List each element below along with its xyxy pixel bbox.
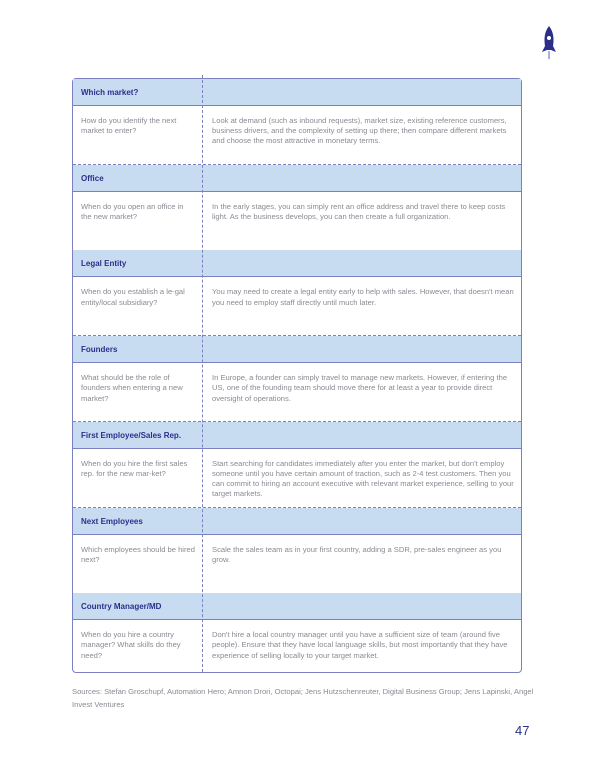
table-section xyxy=(73,336,521,422)
market-entry-table xyxy=(72,78,522,673)
section-header xyxy=(73,336,521,363)
section-header xyxy=(73,422,521,449)
section-title: Office xyxy=(81,173,104,183)
answer: Scale the sales team as in your first country, adding a SDR, pre-sales engineer as you grow. xyxy=(212,544,502,564)
sources-note: Sources: Stefan Groschupf, Automation Hero; Amnon Drori, Octopai; Jens Hutzschenreuter, Digital Business Group; Jens Lapinski, Angel Invest Ventures xyxy=(72,687,534,709)
section-header xyxy=(73,250,521,277)
rocket-icon xyxy=(540,26,558,60)
question: How do you identify the next market to enter? xyxy=(81,116,177,136)
column-divider xyxy=(202,75,203,672)
table-section xyxy=(73,250,521,336)
answer: Don't hire a local country manager until you have a sufficient size of team (around five people). Ensure that they have local language skills, but most importantly that they have experience of selling locally to your target market. xyxy=(212,630,508,660)
question: When do you open an office in the new market? xyxy=(81,201,184,221)
section-title: Founders xyxy=(81,345,118,355)
section-title: Legal Entity xyxy=(81,259,127,269)
answer: Look at demand (such as inbound requests), market size, existing reference customers, business drivers, and the complexity of setting up there; then compare different markets and choose the most attractive in monetary terms. xyxy=(212,116,507,146)
table-section xyxy=(73,79,521,165)
answer: In the early stages, you can simply rent an office address and travel there to keep costs light. As the business develops, you can then create a full organization. xyxy=(212,201,506,221)
section-header xyxy=(73,508,521,535)
answer: In Europe, a founder can simply travel to manage new markets. However, if entering the US, one of the founding team should move there for at least a year to provide direct oversight of operations. xyxy=(212,373,508,403)
answer: Start searching for candidates immediately after you enter the market, but don't employ someone until you have certain amount of traction, such as 2-4 test customers. Then you can commit to hiring an account executive with relevant market experience, selling to your target markets. xyxy=(212,458,514,499)
question: When do you establish a le-gal entity/local subsidiary? xyxy=(81,287,185,307)
answer: You may need to create a legal entity early to help with sales. However, that doesn't mean you need to employ staff directly until much later. xyxy=(212,287,514,307)
section-header xyxy=(73,165,521,192)
section-title: Country Manager/MD xyxy=(81,602,162,612)
table-section xyxy=(73,422,521,508)
question: When do you hire a country manager? What skills do they need? xyxy=(81,630,181,660)
section-title: Which market? xyxy=(81,88,139,97)
page-number: 47 xyxy=(515,723,530,738)
section-header xyxy=(73,79,521,106)
section-header xyxy=(73,593,521,620)
table-section xyxy=(73,165,521,251)
table-section xyxy=(73,593,521,679)
section-title: Next Employees xyxy=(81,516,143,526)
table-section xyxy=(73,508,521,594)
question: What should be the role of founders when entering a new market? xyxy=(81,373,183,403)
question: When do you hire the first sales rep. for the new mar-ket? xyxy=(81,458,188,478)
section-title: First Employee/Sales Rep. xyxy=(81,430,182,440)
question: Which employees should be hired next? xyxy=(81,544,195,564)
